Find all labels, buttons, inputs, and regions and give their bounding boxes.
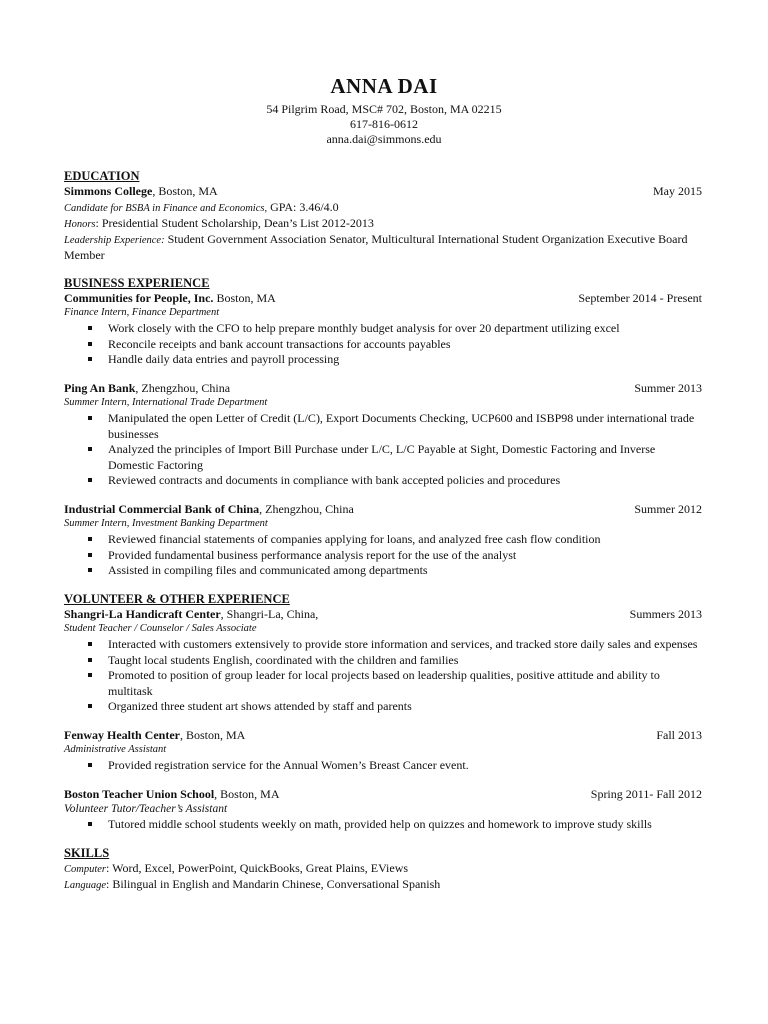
- bullet-square-icon: [88, 704, 92, 708]
- bullet-text: Taught local students English, coordinated with the children and families: [108, 652, 459, 667]
- honors-line: [64, 216, 704, 232]
- job-date: Summer 2012: [634, 501, 702, 516]
- list-item: [108, 699, 704, 715]
- bullet-text: Provided fundamental business performance analysis report for the use of the analyst: [108, 547, 517, 562]
- school-location: , Boston, MA: [152, 184, 218, 198]
- list-item: [108, 548, 704, 564]
- job-location: , Boston, MA: [214, 786, 280, 801]
- education-school-row: [64, 184, 704, 200]
- job-date: Fall 2013: [656, 727, 702, 742]
- computer-label: Computer: [64, 863, 106, 875]
- bullet-text: Reviewed financial statements of companies applying for loans, and analyzed free cash flow condition: [108, 532, 601, 546]
- bullet-list: [64, 817, 704, 833]
- bullet-text: Provided registration service for the Annual Women’s Breast Cancer event.: [108, 758, 469, 772]
- job-entry: [64, 607, 704, 715]
- job-org: Fenway Health Center: [64, 727, 180, 742]
- list-item: [108, 817, 704, 833]
- education-date: May 2015: [653, 184, 702, 198]
- bullet-text: Handle daily data entries and payroll processing: [108, 352, 340, 366]
- candidate-name: ANNA DAI: [330, 74, 438, 98]
- list-item: [108, 411, 704, 442]
- language-skills-line: [64, 877, 704, 893]
- leadership-label: Leadership Experience:: [64, 234, 165, 246]
- honors: : Presidential Student Scholarship, Dean’s List 2012-2013: [95, 215, 374, 230]
- list-item: [108, 653, 704, 669]
- list-item: [108, 758, 704, 774]
- job-org: Communities for People, Inc.: [64, 290, 214, 305]
- job-org: Ping An Bank: [64, 380, 136, 395]
- job-location: , Shangri-La, China,: [220, 606, 319, 621]
- list-item: [108, 473, 704, 489]
- leadership: Student Government Association Senator, Multicultural International Student Organization Executive Board Member: [64, 231, 688, 262]
- bullet-square-icon: [88, 357, 92, 361]
- list-item: [108, 563, 704, 579]
- job-entry: [64, 728, 704, 774]
- degree: Candidate for BSBA in Finance and Economics,: [64, 202, 268, 214]
- list-item: [108, 352, 704, 368]
- bullet-square-icon: [88, 658, 92, 662]
- job-entry: [64, 787, 704, 833]
- list-item: [108, 337, 704, 353]
- list-item: [108, 668, 704, 699]
- job-entry: [64, 381, 704, 489]
- job-date: Summers 2013: [629, 606, 702, 621]
- job-location: , Boston, MA: [179, 727, 246, 742]
- job-location: Boston, MA: [213, 290, 276, 305]
- bullet-square-icon: [88, 673, 92, 677]
- bullet-list: [64, 758, 704, 774]
- list-item: [108, 532, 704, 548]
- bullet-square-icon: [88, 447, 92, 451]
- job-role: Summer Intern, Investment Banking Department: [64, 518, 268, 529]
- address: 54 Pilgrim Road, MSC# 702, Boston, MA 02215: [266, 102, 502, 116]
- bullet-text: Reconcile receipts and bank account transactions for accounts payables: [108, 336, 451, 351]
- job-role: Finance Intern, Finance Department: [64, 307, 220, 318]
- bullet-square-icon: [88, 553, 92, 557]
- bullet-text: Organized three student art shows attended by staff and parents: [108, 699, 412, 713]
- list-item: [108, 321, 704, 337]
- list-item: [108, 637, 704, 653]
- resume-header: [64, 74, 704, 147]
- bullet-square-icon: [88, 478, 92, 482]
- job-header: [64, 381, 704, 397]
- job-header: [64, 502, 704, 518]
- job-header: [64, 607, 704, 623]
- job-header: [64, 787, 704, 803]
- bullet-text: Analyzed the principles of Import Bill Purchase under L/C, L/C Payable at Sight, Domestic Factoring and Inverse Domestic Factoring: [108, 442, 656, 472]
- job-entry: [64, 291, 704, 368]
- bullet-square-icon: [88, 326, 92, 330]
- job-date: Spring 2011- Fall 2012: [590, 786, 702, 801]
- bullet-square-icon: [88, 763, 92, 767]
- bullet-square-icon: [88, 568, 92, 572]
- job-org: Shangri-La Handicraft Center: [64, 606, 221, 621]
- job-role: Student Teacher / Counselor / Sales Associate: [64, 623, 257, 634]
- job-header: [64, 728, 704, 744]
- job-role: Summer Intern, International Trade Department: [64, 397, 268, 408]
- bullet-list: [64, 411, 704, 489]
- list-item: [108, 442, 704, 473]
- bullet-text: Work closely with the CFO to help prepare monthly budget analysis for over 20 department utilizing excel: [108, 321, 620, 335]
- bullet-list: [64, 532, 704, 579]
- school-name: Simmons College: [64, 184, 153, 198]
- bullet-text: Manipulated the open Letter of Credit (L/C), Export Documents Checking, UCP600 and ISBP98 under international trade businesses: [108, 411, 695, 441]
- honors-label: Honors: [64, 218, 96, 230]
- bullet-square-icon: [88, 416, 92, 420]
- phone: 617-816-0612: [350, 117, 418, 131]
- language-label: Language: [64, 879, 106, 891]
- bullet-text: Assisted in compiling files and communicated among departments: [108, 563, 428, 577]
- job-date: Summer 2013: [634, 380, 702, 395]
- business-heading: BUSINESS EXPERIENCE: [64, 275, 210, 290]
- job-location: , Zhengzhou, China: [135, 380, 231, 395]
- bullet-list: [64, 637, 704, 715]
- job-header: [64, 291, 704, 307]
- education-heading: EDUCATION: [64, 169, 140, 183]
- bullet-list: [64, 321, 704, 368]
- leadership-line: [64, 232, 704, 263]
- degree-line: [64, 200, 704, 216]
- job-org: Industrial Commercial Bank of China: [64, 501, 260, 516]
- volunteer-heading: VOLUNTEER & OTHER EXPERIENCE: [64, 591, 290, 606]
- job-date: September 2014 - Present: [578, 290, 702, 305]
- bullet-square-icon: [88, 642, 92, 646]
- bullet-text: Tutored middle school students weekly on math, provided help on quizzes and homework to improve study skills: [108, 817, 652, 831]
- computer-skills: : Word, Excel, PowerPoint, QuickBooks, Great Plains, EViews: [106, 860, 409, 875]
- bullet-square-icon: [88, 342, 92, 346]
- skills-heading: SKILLS: [64, 845, 110, 860]
- bullet-square-icon: [88, 537, 92, 541]
- bullet-text: Interacted with customers extensively to provide store information and services, and tracked store daily sales and expenses: [108, 637, 698, 651]
- job-role: Administrative Assistant: [64, 744, 167, 755]
- email: anna.dai@simmons.edu: [326, 132, 442, 146]
- job-role: Volunteer Tutor/Teacher’s Assistant: [64, 803, 228, 815]
- bullet-square-icon: [88, 822, 92, 826]
- gpa: GPA: 3.46/4.0: [267, 199, 339, 214]
- language-skills: : Bilingual in English and Mandarin Chinese, Conversational Spanish: [106, 876, 441, 891]
- bullet-text: Promoted to position of group leader for local projects based on leadership qualities, positive attitude and ability to multitask: [108, 668, 660, 698]
- computer-skills-line: [64, 861, 704, 877]
- job-entry: [64, 502, 704, 579]
- bullet-text: Reviewed contracts and documents in compliance with bank accepted policies and procedures: [108, 473, 561, 487]
- job-location: , Zhengzhou, China: [259, 501, 354, 516]
- job-org: Boston Teacher Union School: [64, 786, 215, 801]
